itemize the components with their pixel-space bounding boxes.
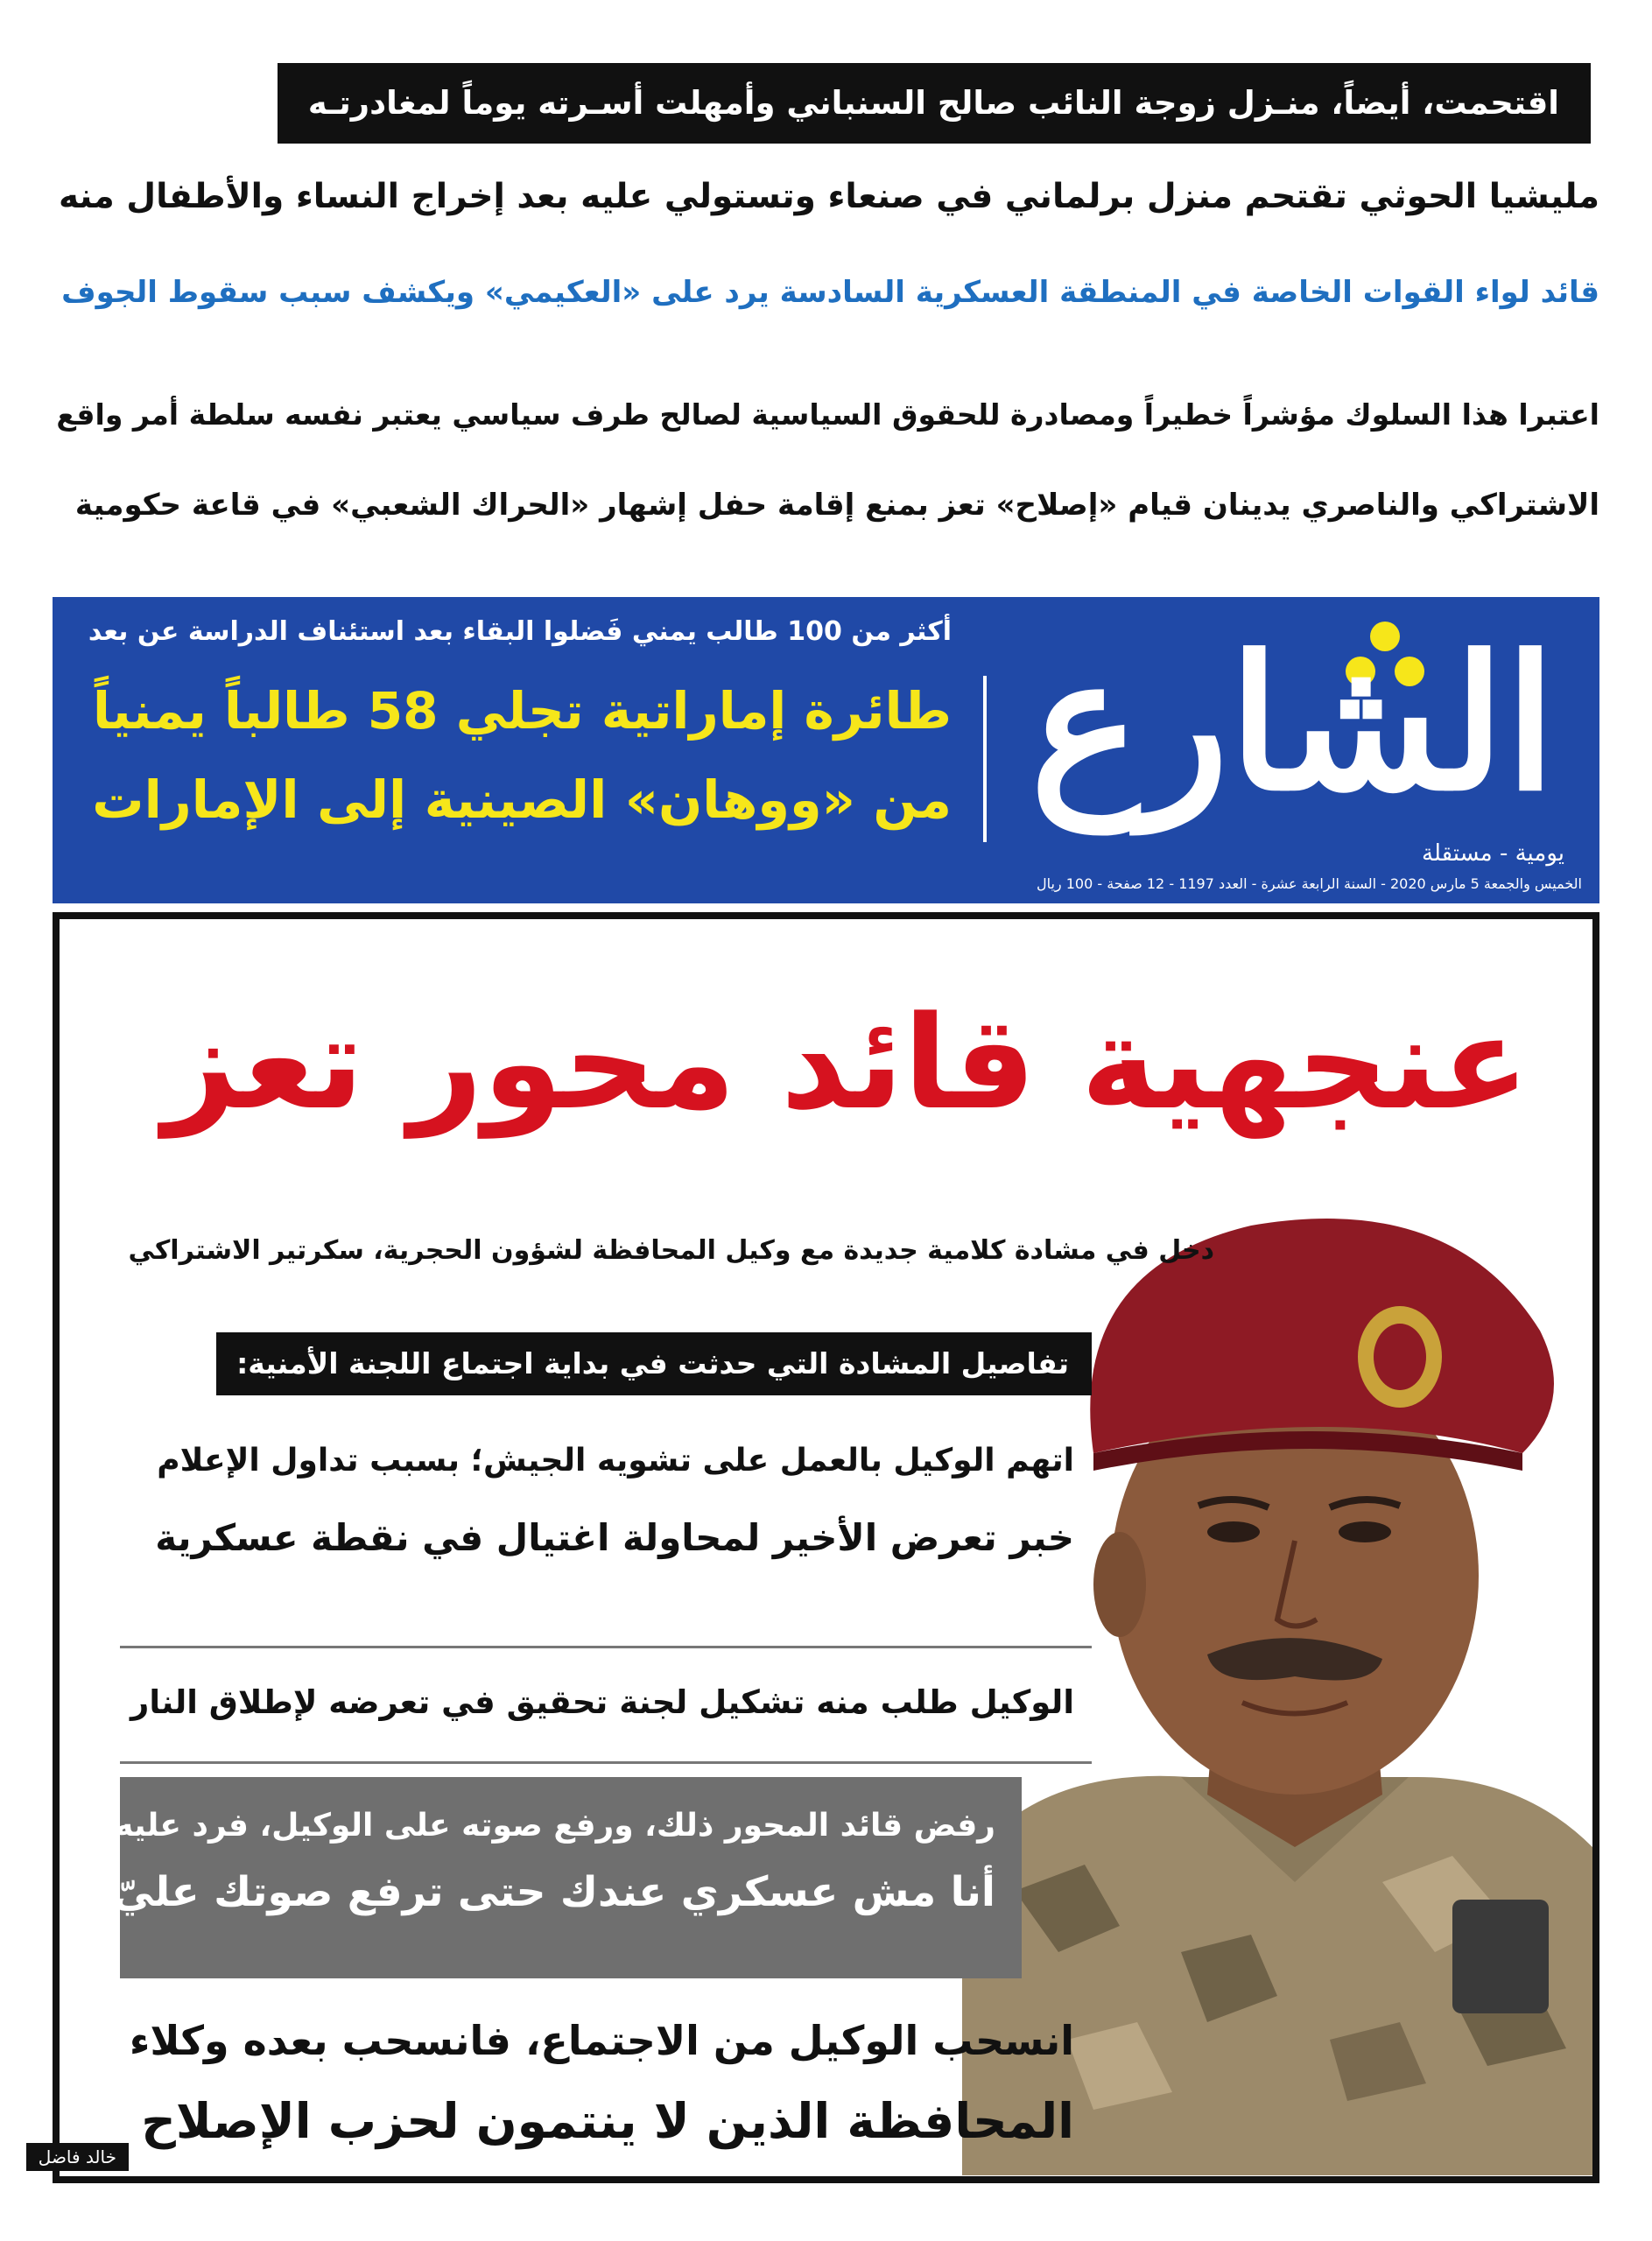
deck-walkout <box>129 2000 1074 2161</box>
deck5-line1: رفض قائد المحور ذلك، ورفع صوته على الوكيل، فرد عليه: <box>102 1808 995 1844</box>
deck6-line2: المحافظة الذين لا ينتمون لحزب الإصلاح <box>141 2093 1074 2149</box>
masthead-headline-line1: طائرة إماراتية تجلي 58 طالباً يمنياً <box>92 681 952 741</box>
masthead-headline-line2: من «ووهان» الصينية إلى الإمارات <box>92 769 952 830</box>
photo-credit-label: خالد فاضل <box>26 2143 129 2171</box>
logo-block <box>1004 597 1599 903</box>
separator-rule <box>120 1761 1092 1764</box>
deck3-line2: خبر تعرض الأخير لمحاولة اغتيال في نقطة عسكرية <box>155 1516 1074 1559</box>
headline-houthi-raid: مليشيا الحوثي تقتحم منزل برلماني في صنعاء وتستولي عليه بعد إخراج النساء والأطفال منه <box>59 177 1599 216</box>
main-headline: عنجهية قائد محور تعز <box>162 988 1529 1138</box>
deck6-line1: انسحب الوكيل من الاجتماع، فانسحب بعده وكلاء <box>129 2017 1074 2064</box>
tagline: يومية - مستقلة <box>1422 840 1564 867</box>
newspaper-logo: الشارع <box>1030 615 1557 832</box>
deck1-line1: دخل في مشادة كلامية جديدة مع وكيل المحافظة لشؤون الحجرية، سكرتير الاشتراكي <box>128 1235 1214 1266</box>
deck-accusation <box>137 1423 1074 1577</box>
headline-special-forces: قائد لواء القوات الخاصة في المنطقة العسكرية السادسة يرد على «العكيمي» ويكشف سبب سقوط الجوف <box>61 275 1599 310</box>
deck-investigation: الوكيل طلب منه تشكيل لجنة تحقيق في تعرضه لإطلاق النار <box>130 1683 1074 1721</box>
masthead-kicker: أكثر من 100 طالب يمني فَضلوا البقاء بعد استئناف الدراسة عن بعد <box>88 616 952 647</box>
deck-details-bar: تفاصيل المشادة التي حدثت في بداية اجتماع اللجنة الأمنية: <box>216 1332 1092 1395</box>
deck5-quote: أنا مش عسكري عندك حتى ترفع صوتك عليّ! <box>94 1868 995 1916</box>
headline-socialist-nasserist: الاشتراكي والناصري يدينان قيام «إصلاح» تعز بمنع إقامة حفل إشهار «الحراك الشعبي» في قاعة حكومية <box>74 488 1599 523</box>
kicker-bar-top: اقتحمت، أيضاً، منـزل زوجة النائب صالح السنباني وأمهلت أسـرته يوماً لمغادرتـه <box>278 63 1591 144</box>
masthead <box>53 597 1599 903</box>
deck3-line1: اتهم الوكيل بالعمل على تشويه الجيش؛ بسبب تداول الإعلام <box>157 1443 1074 1479</box>
kicker-political-rights: اعتبرا هذا السلوك مؤشراً خطيراً ومصادرة للحقوق السياسية لصالح طرف سياسي يعتبر نفسه سلطة أمر واقع <box>56 397 1599 432</box>
separator-rule <box>120 1646 1092 1648</box>
photo-credit <box>26 2143 129 2171</box>
deck-argument <box>129 1226 1214 1276</box>
deck-quote-box <box>94 1777 1022 1978</box>
issue-info: الخميس والجمعة 5 مارس 2020 - السنة الرابعة عشرة - العدد 1197 - 12 صفحة - 100 ريال <box>1036 875 1582 892</box>
divider <box>983 676 987 842</box>
